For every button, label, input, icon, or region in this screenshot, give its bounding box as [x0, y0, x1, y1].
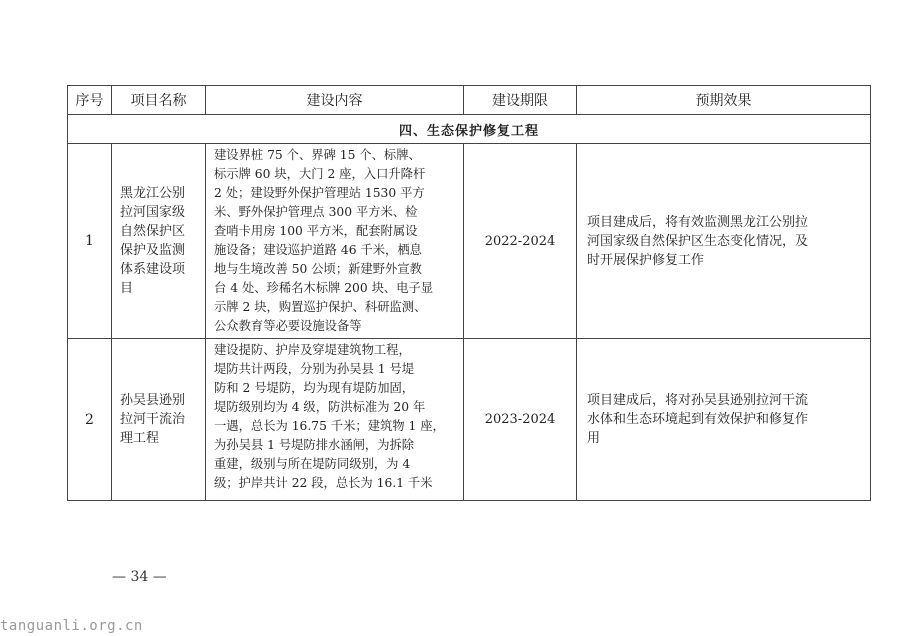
table-header-row: [68, 86, 871, 115]
header-effect: 预期效果: [577, 86, 871, 115]
content-line: 公众教育等必要设施设备等: [214, 319, 362, 333]
construction-period: 2022-2024: [464, 144, 577, 339]
content-line: 查哨卡用房 100 平方米，配套附属设: [214, 224, 418, 238]
content-line: 建设界桩 75 个、界碑 15 个、标牌、: [214, 148, 421, 162]
content-line: 为孙吴县 1 号堤防排水涵闸，为拆除: [214, 438, 415, 452]
effect-line: 项目建成后，将有效监测黑龙江公别拉: [587, 214, 809, 230]
effect-line: 项目建成后，将对孙吴县逊别拉河干流: [587, 393, 809, 408]
project-name-line: 拉河干流治: [120, 412, 186, 427]
effect-line: 时开展保护修复工作: [587, 252, 705, 268]
content-line: 建设提防、护岸及穿堤建筑物工程，: [214, 343, 411, 357]
content-line: 堤防级别均为 4 级，防洪标准为 20 年: [214, 400, 426, 414]
table-row: [68, 144, 871, 339]
content-line: 施设备；建设巡护道路 46 千米，栖息: [214, 243, 422, 257]
content-line: 标示牌 60 块，大门 2 座，入口升降杆: [214, 167, 426, 181]
effect-line: 水体和生态环境起到有效保护和修复作: [587, 412, 809, 427]
project-name-line: 自然保护区: [120, 224, 186, 239]
project-name-cell: [112, 339, 206, 501]
section-row: [68, 115, 871, 144]
content-line: 级；护岸共计 22 段，总长为 16.1 千米: [214, 476, 433, 490]
section-title: 四、生态保护修复工程: [68, 115, 871, 144]
row-index: 1: [68, 144, 112, 339]
construction-content-cell: [206, 339, 464, 501]
header-index: 序号: [68, 86, 112, 115]
expected-effect-cell: [577, 144, 871, 339]
content-line: 重建，级别与所在堤防同级别，为 4: [214, 457, 411, 471]
row-index: 2: [68, 339, 112, 501]
content-line: 台 4 处、珍稀名木标牌 200 块、电子显: [214, 281, 434, 295]
content-line: 防和 2 号堤防，均为现有堤防加固，: [214, 381, 415, 395]
project-name-cell: [112, 144, 206, 339]
header-content: 建设内容: [206, 86, 464, 115]
table-row: [68, 339, 871, 501]
construction-content-cell: [206, 144, 464, 339]
project-name-line: 黑龙江公别: [120, 186, 186, 201]
content-line: 堤防共计两段，分别为孙吴县 1 号堤: [214, 362, 415, 376]
content-line: 一遇，总长为 16.75 千米；建筑物 1 座，: [214, 419, 445, 433]
project-name-line: 孙吴县逊别: [120, 393, 186, 408]
project-name-line: 保护及监测: [120, 243, 186, 258]
expected-effect-cell: [577, 339, 871, 501]
construction-period: 2023-2024: [464, 339, 577, 501]
project-name-line: 目: [120, 281, 134, 296]
content-line: 地与生境改善 50 公顷；新建野外宣教: [214, 262, 422, 276]
header-period: 建设期限: [464, 86, 577, 115]
content-line: 米、野外保护管理点 300 平方米、检: [214, 205, 418, 219]
project-name-line: 体系建设项: [120, 262, 186, 277]
project-table: [67, 85, 871, 501]
page-number: — 34 —: [112, 569, 167, 585]
header-name: 项目名称: [112, 86, 206, 115]
project-name-line: 理工程: [120, 431, 160, 446]
effect-line: 用: [587, 431, 601, 446]
effect-line: 河国家级自然保护区生态变化情况，及: [587, 233, 809, 249]
project-name-line: 拉河国家级: [120, 205, 186, 220]
content-line: 2 处；建设野外保护管理站 1530 平方: [214, 186, 425, 200]
content-line: 示牌 2 块，购置巡护保护、科研监测、: [214, 300, 427, 314]
site-watermark: tanguanli.org.cn: [0, 618, 143, 634]
